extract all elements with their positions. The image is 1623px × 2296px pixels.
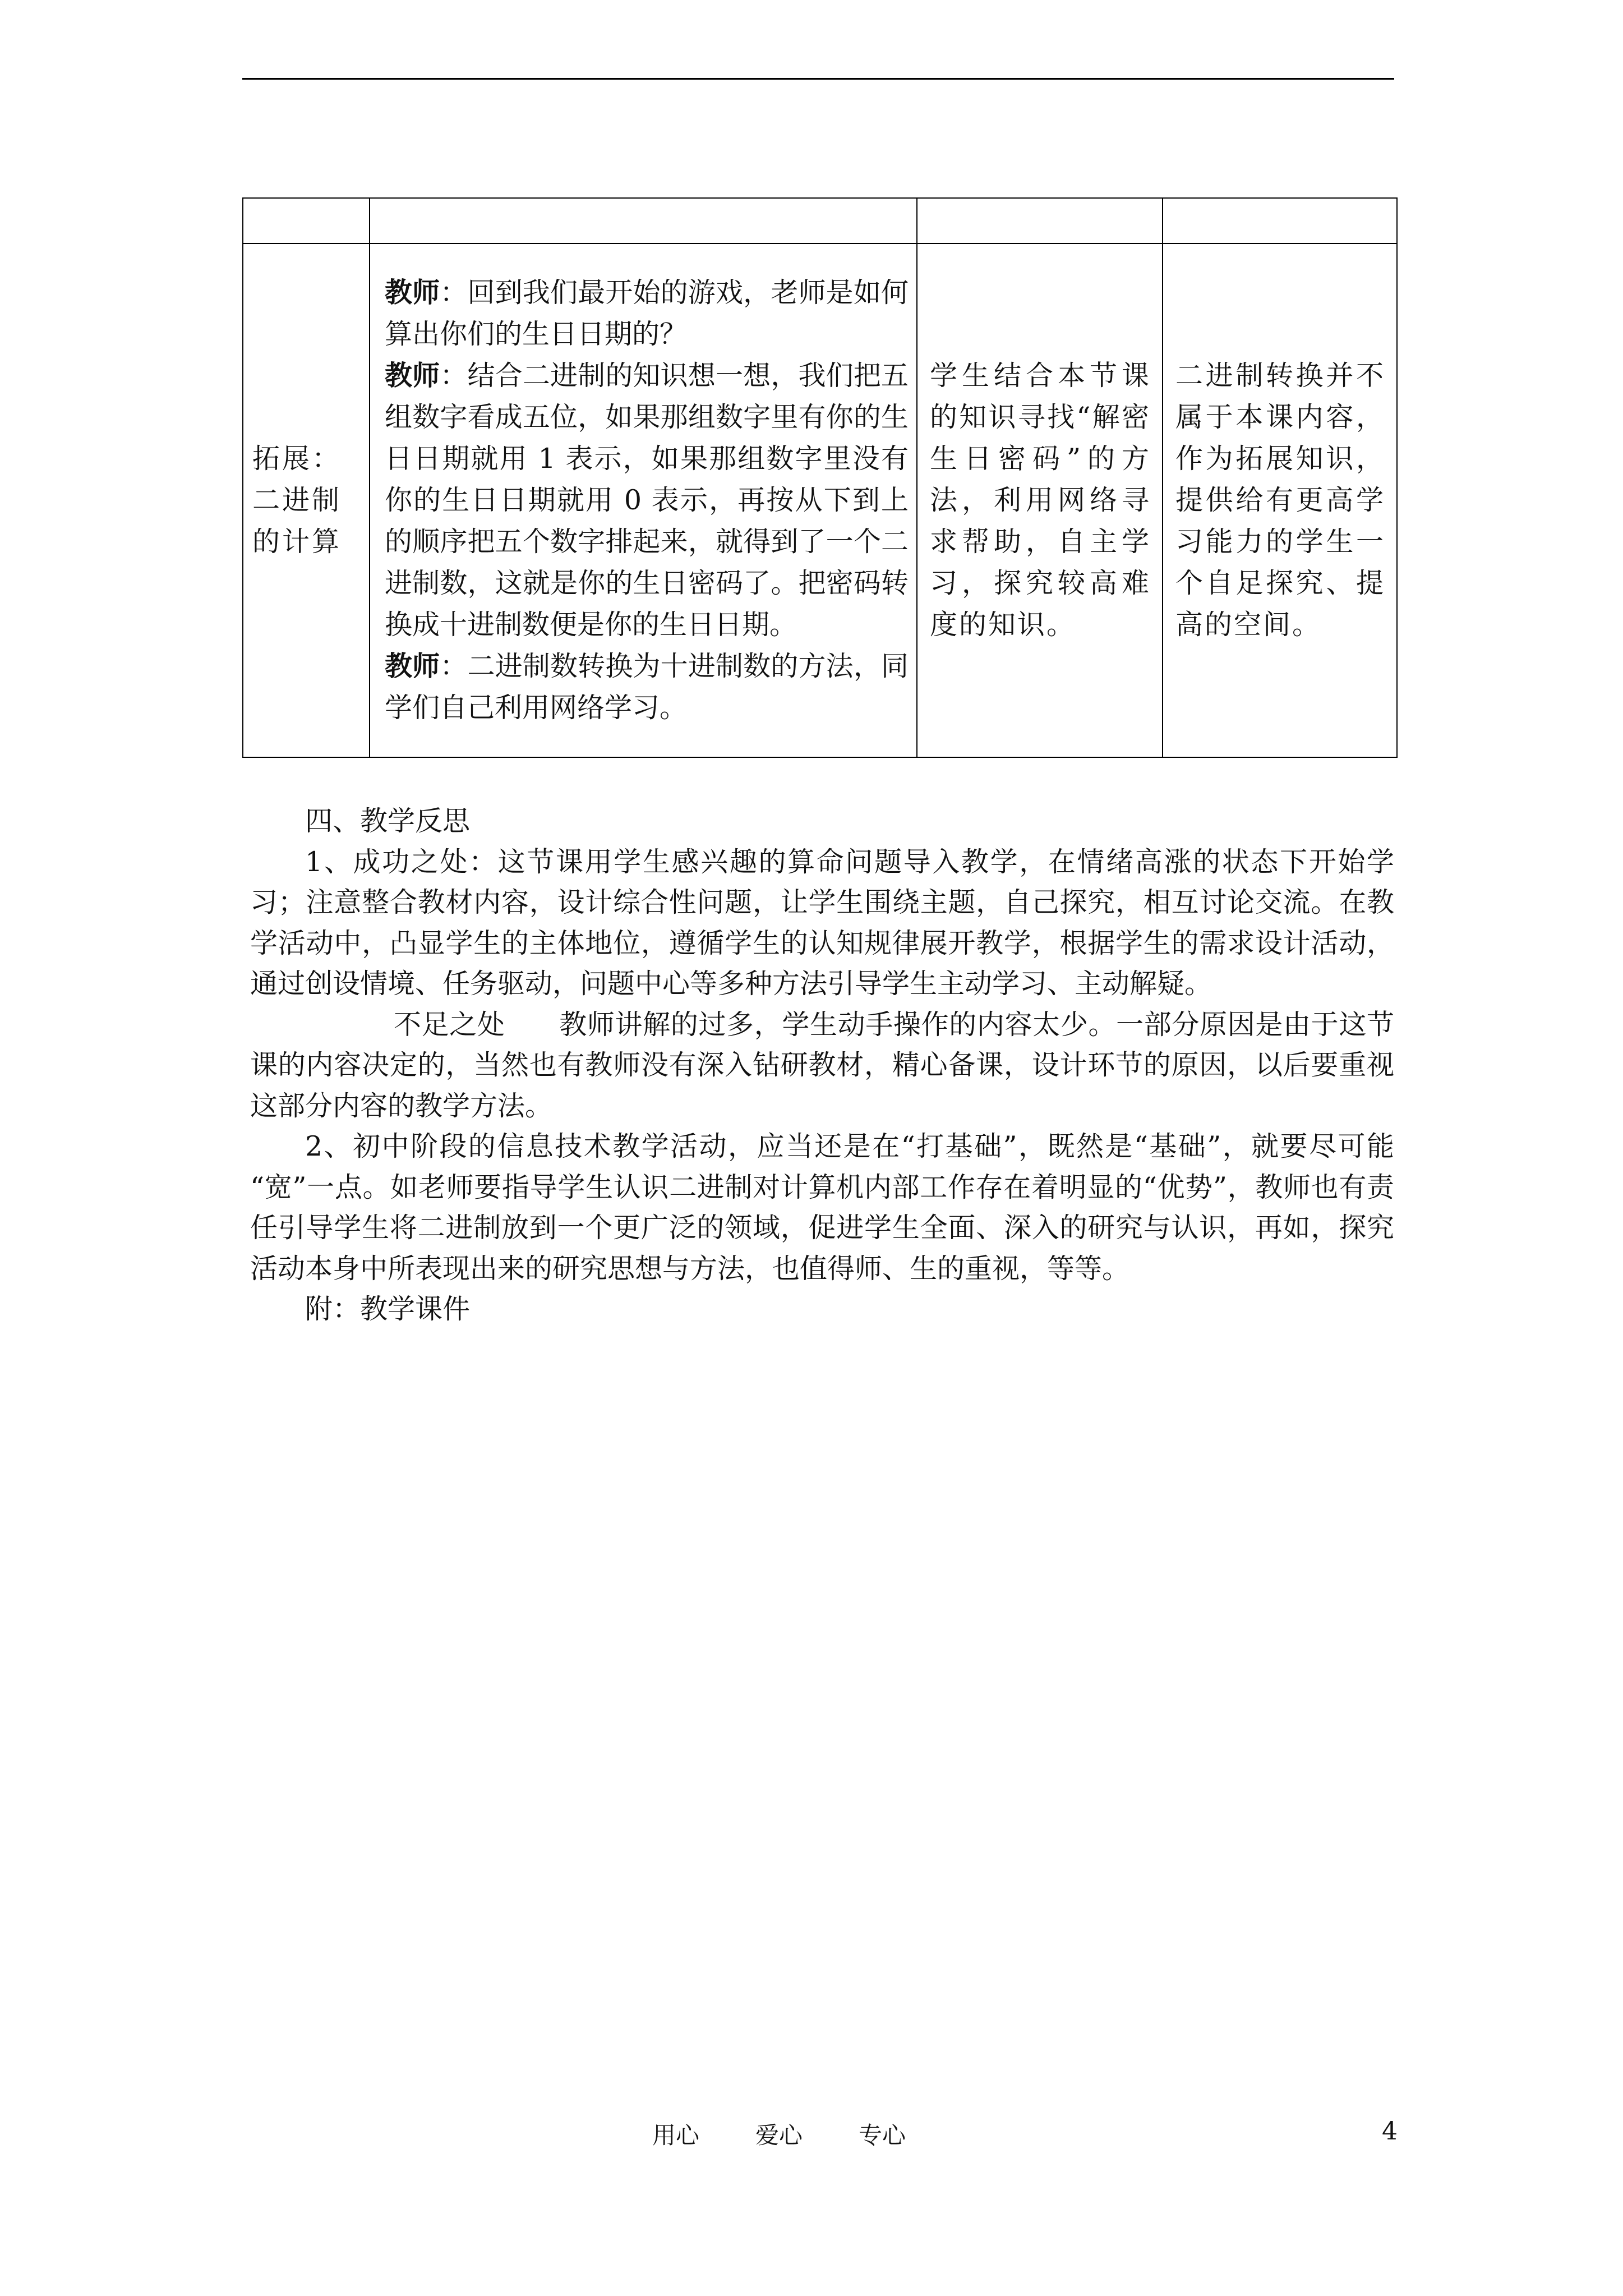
speaker-label: 教师	[385, 277, 440, 309]
student-activity-cell: 学生结合本节课的知识寻找“解密生日密码”的方法，利用网络寻求帮助，自主学习，探究较高难度的知识。	[917, 243, 1163, 757]
table-cell	[917, 198, 1163, 243]
table-cell	[243, 198, 370, 243]
teacher-activity-cell	[370, 243, 917, 757]
page-number: 4	[1382, 2117, 1398, 2146]
teacher-text: ：结合二进制的知识想一想，我们把五组数字看成五位，如果那组数字里有你的生日日期就用 1 表示，如果那组数字里没有你的生日日期就用 0 表示，再按从下到上的顺序把五个数字排起来，就得到了一个二进制数，这就是你的生日密码了。把密码转换成十进制数便是你的生日日期。	[385, 360, 909, 641]
lesson-table	[242, 197, 1398, 758]
header-rule	[242, 78, 1394, 80]
table-row-extension	[243, 243, 1397, 757]
reflection-paragraph	[250, 1005, 1394, 1127]
stage-cell	[243, 243, 370, 757]
appendix-line: 附：教学课件	[305, 1293, 471, 1325]
reflection-section	[250, 801, 1394, 1330]
speaker-label: 教师	[385, 650, 440, 682]
teacher-text: ：二进制数转换为十进制数的方法，同学们自己利用网络学习。	[385, 650, 909, 724]
teacher-text: ：回到我们最开始的游戏，老师是如何算出你们的生日日期的？	[385, 277, 909, 350]
footer-motto	[652, 2117, 962, 2151]
motto-word: 专心	[859, 2122, 906, 2149]
motto-word: 爱心	[755, 2122, 803, 2149]
section-heading: 四、教学反思	[305, 805, 471, 837]
teacher-paragraph	[385, 646, 909, 729]
table-row-empty	[243, 198, 1397, 243]
stage-line: 的计算	[252, 526, 342, 558]
shortcoming-label: 不足之处	[394, 1008, 505, 1041]
stage-line: 二进制	[252, 484, 342, 516]
reflection-paragraph: 1、成功之处：这节课用学生感兴趣的算命问题导入教学，在情绪高涨的状态下开始学习；注意整合教材内容，设计综合性问题，让学生围绕主题，自己探究，相互讨论交流。在教学活动中，凸显学生的主体地位，遵循学生的认知规律展开教学，根据学生的需求设计活动，通过创设情境、任务驱动，问题中心等多种方法引导学生主动学习、主动解疑。	[250, 845, 1394, 1000]
teacher-paragraph	[385, 272, 909, 355]
shortcoming-text: 教师讲解的过多，学生动手操作的内容太少。一部分原因是由于这节课的内容决定的，当然也有教师没有深入钻研教材，精心备课，设计环节的原因，以后要重视这部分内容的教学方法。	[250, 1008, 1394, 1122]
speaker-label: 教师	[385, 360, 440, 392]
table-cell	[370, 198, 917, 243]
design-intent-cell: 二进制转换并不属于本课内容，作为拓展知识，提供给有更高学习能力的学生一个自足探究、提高的空间。	[1163, 243, 1397, 757]
reflection-paragraph: 2、初中阶段的信息技术教学活动，应当还是在“打基础”，既然是“基础”，就要尽可能 “宽”一点。如老师要指导学生认识二进制对计算机内部工作存在着明显的“优势”，教师也有责任引导学生将二进制放到一个更广泛的领域，促进学生全面、深入的研究与认识，再如，探究活动本身中所表现出来的研究思想与方法，也值得师、生的重视，等等。	[250, 1130, 1394, 1285]
teacher-paragraph	[385, 355, 909, 646]
motto-word: 用心	[652, 2122, 700, 2149]
table-cell	[1163, 198, 1397, 243]
stage-line: 拓展：	[252, 443, 342, 475]
